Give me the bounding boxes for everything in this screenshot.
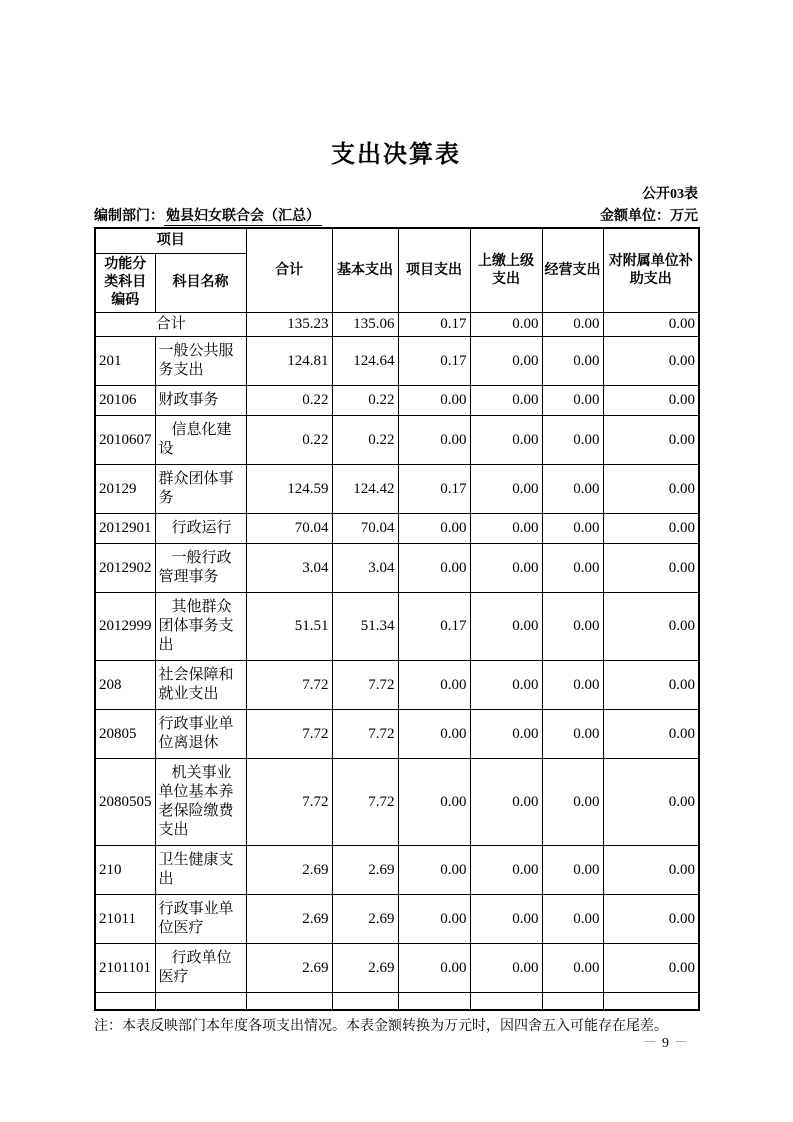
- row-value: 0.00: [603, 386, 699, 416]
- row-value: 0.00: [603, 514, 699, 544]
- row-value: 51.34: [332, 593, 398, 661]
- prepared-by-label: 编制部门：: [94, 209, 164, 224]
- row-value: 135.23: [246, 313, 332, 337]
- prepared-by: [94, 205, 322, 225]
- row-value: 0.00: [470, 944, 542, 993]
- table-row: [95, 993, 699, 1011]
- table-note: 注：本表反映部门本年度各项支出情况。本表金额转换为万元时，因四舍五入可能存在尾差。: [94, 1019, 668, 1034]
- row-code: 21011: [95, 895, 155, 944]
- row-code: 2012999: [95, 593, 155, 661]
- document-content: [94, 0, 698, 1036]
- header-total: 合计: [246, 228, 332, 313]
- row-value: 0.22: [332, 416, 398, 465]
- row-value: 3.04: [332, 544, 398, 593]
- row-name: 行政事业单位离退休: [155, 710, 246, 759]
- row-value: [398, 993, 470, 1011]
- row-value: 0.00: [542, 465, 603, 514]
- expenditure-table: [94, 227, 700, 1011]
- table-row: [95, 846, 699, 895]
- prepared-by-value: 勉县妇女联合会（汇总）: [166, 209, 320, 224]
- row-value: 7.72: [332, 759, 398, 846]
- row-value: 0.00: [542, 759, 603, 846]
- row-value: 0.00: [470, 544, 542, 593]
- row-value: 0.00: [542, 895, 603, 944]
- row-name: 机关事业单位基本养老保险缴费支出: [155, 759, 246, 846]
- row-code: [95, 993, 155, 1011]
- row-value: 2.69: [246, 944, 332, 993]
- table-header: [95, 228, 699, 313]
- row-value: 0.00: [470, 661, 542, 710]
- header-project-group: 项目: [95, 228, 246, 254]
- row-value: 0.00: [398, 759, 470, 846]
- row-code: 208: [95, 661, 155, 710]
- row-value: 51.51: [246, 593, 332, 661]
- row-value: 7.72: [332, 710, 398, 759]
- row-name: 信息化建设: [155, 416, 246, 465]
- table-row: [95, 661, 699, 710]
- row-value: 0.17: [398, 337, 470, 386]
- row-value: 0.00: [398, 544, 470, 593]
- row-value: 124.81: [246, 337, 332, 386]
- row-value: 124.64: [332, 337, 398, 386]
- table-row: [95, 544, 699, 593]
- row-value: 2.69: [332, 895, 398, 944]
- row-value: 2.69: [246, 895, 332, 944]
- row-value: 0.00: [470, 386, 542, 416]
- row-value: 0.00: [542, 514, 603, 544]
- row-value: 124.59: [246, 465, 332, 514]
- row-value: 7.72: [332, 661, 398, 710]
- row-value: 0.00: [542, 544, 603, 593]
- row-value: 70.04: [246, 514, 332, 544]
- table-code-label: 公开03表: [642, 187, 698, 202]
- row-value: 0.00: [470, 514, 542, 544]
- row-name: 群众团体事务: [155, 465, 246, 514]
- row-value: 0.00: [603, 710, 699, 759]
- row-value: 0.00: [603, 661, 699, 710]
- row-value: 0.00: [470, 593, 542, 661]
- row-value: 0.00: [470, 846, 542, 895]
- row-value: 7.72: [246, 661, 332, 710]
- page-number-value: 9: [662, 1036, 670, 1051]
- header-basic-expenditure: 基本支出: [332, 228, 398, 313]
- row-value: 70.04: [332, 514, 398, 544]
- page-number-dash-right: －: [674, 1036, 689, 1051]
- table-row: [95, 416, 699, 465]
- row-code: 2101101: [95, 944, 155, 993]
- header-row-group: [95, 228, 699, 254]
- row-value: 7.72: [246, 759, 332, 846]
- row-code: 2012902: [95, 544, 155, 593]
- row-total-label: 合计: [95, 313, 246, 337]
- row-code: 20129: [95, 465, 155, 514]
- row-value: 0.00: [398, 416, 470, 465]
- row-value: 135.06: [332, 313, 398, 337]
- row-code: 2080505: [95, 759, 155, 846]
- row-code: 20805: [95, 710, 155, 759]
- row-value: 0.22: [246, 416, 332, 465]
- row-name: 其他群众团体事务支出: [155, 593, 246, 661]
- row-name: 行政运行: [155, 514, 246, 544]
- row-name: 一般行政管理事务: [155, 544, 246, 593]
- table-row: [95, 895, 699, 944]
- row-name: 卫生健康支出: [155, 846, 246, 895]
- header-function-code: 功能分类科目编码: [95, 254, 155, 313]
- row-value: 0.00: [470, 710, 542, 759]
- row-value: [603, 993, 699, 1011]
- header-subject-name: 科目名称: [155, 254, 246, 313]
- row-value: 0.00: [398, 895, 470, 944]
- row-value: 0.00: [398, 846, 470, 895]
- row-value: 0.00: [542, 944, 603, 993]
- table-row: [95, 944, 699, 993]
- row-code: 2012901: [95, 514, 155, 544]
- row-value: 0.00: [542, 593, 603, 661]
- row-value: 0.00: [603, 337, 699, 386]
- row-value: 0.00: [542, 846, 603, 895]
- row-value: 0.00: [542, 386, 603, 416]
- row-value: [470, 993, 542, 1011]
- table-row: [95, 337, 699, 386]
- row-name: 一般公共服务支出: [155, 337, 246, 386]
- row-value: 0.00: [470, 759, 542, 846]
- row-code: 20106: [95, 386, 155, 416]
- row-value: 7.72: [246, 710, 332, 759]
- row-value: 0.00: [542, 416, 603, 465]
- row-value: 0.00: [603, 846, 699, 895]
- row-code: 201: [95, 337, 155, 386]
- table-row: [95, 759, 699, 846]
- table-row: [95, 465, 699, 514]
- row-value: [542, 993, 603, 1011]
- row-value: 0.00: [470, 895, 542, 944]
- row-value: 0.00: [398, 514, 470, 544]
- table-row: [95, 386, 699, 416]
- row-value: 0.00: [603, 944, 699, 993]
- row-value: 0.17: [398, 593, 470, 661]
- row-value: 0.00: [398, 944, 470, 993]
- row-value: 0.00: [470, 465, 542, 514]
- row-value: 2.69: [246, 846, 332, 895]
- header-affiliated-subsidy-expenditure: 对附属单位补助支出: [603, 228, 699, 313]
- row-value: 0.00: [603, 313, 699, 337]
- row-value: [332, 993, 398, 1011]
- row-value: 0.00: [542, 661, 603, 710]
- row-value: 0.00: [398, 661, 470, 710]
- row-value: [246, 993, 332, 1011]
- page-number-dash-left: －: [643, 1036, 658, 1051]
- row-value: 0.00: [542, 313, 603, 337]
- row-name: 社会保障和就业支出: [155, 661, 246, 710]
- row-code: 2010607: [95, 416, 155, 465]
- row-value: 0.22: [332, 386, 398, 416]
- row-value: 0.00: [470, 416, 542, 465]
- row-value: 0.00: [470, 313, 542, 337]
- row-value: 0.00: [398, 710, 470, 759]
- header-project-expenditure: 项目支出: [398, 228, 470, 313]
- row-value: 0.00: [603, 416, 699, 465]
- row-name: 行政事业单位医疗: [155, 895, 246, 944]
- row-value: 0.17: [398, 465, 470, 514]
- row-value: 2.69: [332, 944, 398, 993]
- row-value: 0.00: [603, 544, 699, 593]
- row-value: 0.17: [398, 313, 470, 337]
- header-operating-expenditure: 经营支出: [542, 228, 603, 313]
- row-name: [155, 993, 246, 1011]
- row-value: 0.22: [246, 386, 332, 416]
- header-upper-level-expenditure: 上缴上级支出: [470, 228, 542, 313]
- row-value: 0.00: [603, 465, 699, 514]
- row-value: 0.00: [398, 386, 470, 416]
- row-value: 0.00: [603, 895, 699, 944]
- page-number: [643, 1032, 689, 1052]
- row-name: 财政事务: [155, 386, 246, 416]
- row-value: 2.69: [332, 846, 398, 895]
- row-value: 0.00: [542, 710, 603, 759]
- row-name: 行政单位医疗: [155, 944, 246, 993]
- table-row: [95, 593, 699, 661]
- table-row: [95, 514, 699, 544]
- table-row: [95, 313, 699, 337]
- table-body: [95, 313, 699, 1011]
- row-value: 124.42: [332, 465, 398, 514]
- row-value: 0.00: [470, 337, 542, 386]
- row-value: 3.04: [246, 544, 332, 593]
- meta-line: [94, 205, 698, 225]
- amount-unit-label: 金额单位：万元: [600, 209, 698, 224]
- page-title: 支出决算表: [331, 142, 461, 168]
- row-value: 0.00: [603, 759, 699, 846]
- row-value: 0.00: [542, 337, 603, 386]
- row-value: 0.00: [603, 593, 699, 661]
- table-row: [95, 710, 699, 759]
- row-code: 210: [95, 846, 155, 895]
